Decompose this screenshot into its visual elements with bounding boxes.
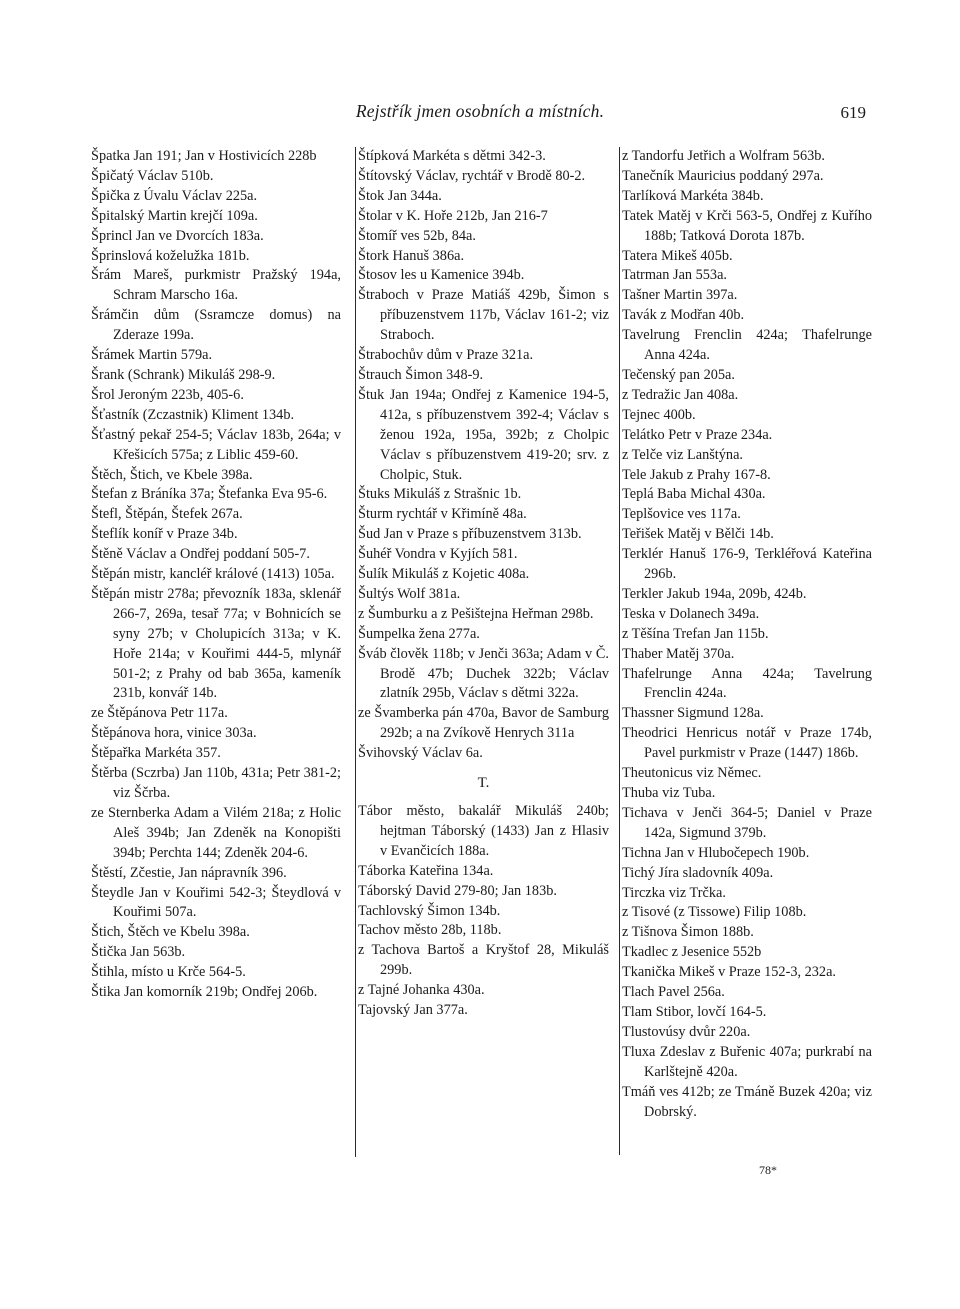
index-entry: Tlustovúsy dvůr 220a. [622, 1023, 751, 1040]
index-entry: Theutonicus viz Němec. [622, 765, 762, 782]
index-entry: Tichna Jan v Hlubočepech 190b. [622, 844, 810, 861]
index-entry: Štika Jan komorník 219b; Ondřej 206b. [91, 984, 318, 1001]
index-entry: Šturm rychtář v Křimíně 48a. [358, 506, 527, 523]
index-entry: Thaber Matěj 370a. [622, 645, 735, 662]
index-entry: Teřišek Matěj v Bělči 14b. [622, 526, 774, 543]
section-letter: T. [477, 775, 490, 792]
index-entry: Tašner Martin 397a. [622, 287, 738, 304]
index-entry: Šteydle Jan v Kouřimi 542-3; Šteydlová v Kouřimi 507a. [91, 884, 341, 921]
index-entry: Šťastník (Zczastnik) Kliment 134b. [91, 406, 295, 423]
index-entry: Tatek Matěj v Krči 563-5, Ondřej z Kuřího 188b; Tatková Dorota 187b. [622, 207, 872, 244]
index-entry: ze Sternberka Adam a Vilém 218a; z Holic Aleš 394b; Jan Zdeněk na Konopišti 394b; Perchta 144; Zdeněk 204-6. [91, 804, 341, 861]
index-entry: Štrabochův dům v Praze 321a. [358, 347, 534, 364]
index-entry: Teska v Dolanech 349a. [622, 605, 760, 622]
index-entry: Telátko Petr v Praze 234a. [622, 426, 773, 443]
index-entry: Tanečník Mauricius poddaný 297a. [622, 167, 824, 184]
index-entry: Terklér Hanuš 176-9, Terkléřová Kateřina 296b. [622, 546, 872, 583]
index-entry: Štefl, Štěpán, Štefek 267a. [91, 506, 243, 523]
index-entry: Štípková Markéta s dětmi 342-3. [358, 148, 546, 164]
index-entry: Terkler Jakub 194a, 209b, 424b. [622, 585, 807, 602]
index-entry: Tichý Jíra sladovník 409a. [622, 864, 774, 881]
index-entry: Štrauch Šimon 348-9. [358, 366, 484, 383]
index-entry: Štork Hanuš 386a. [358, 247, 465, 264]
index-entry: Štěpán mistr 278a; převozník 183a, sklenář 266-7, 269a, tesař 77a; v Bohnicích se syny 27b; v Cholupicích 313a; v K. Hoře 214a; v Kouřimi 444-5, mlynář 501-2; z Prahy od bab 365a, kameník 231b, konvář 14b. [91, 585, 341, 702]
index-entry: Teplšovice ves 117a. [622, 506, 741, 523]
index-entry: z Tachova Bartoš a Kryštof 28, Mikuláš 299b. [358, 942, 609, 979]
index-entry: Štok Jan 344a. [358, 187, 442, 204]
index-entry: Theodrici Henricus notář v Praze 174b, Pavel purkmistr v Praze (1447) 186b. [622, 725, 872, 762]
index-entry: ze Štěpánova Petr 117a. [91, 705, 228, 722]
index-entry: Tkadlec z Jesenice 552b [622, 944, 762, 961]
index-entry: Štěstí, Zčestie, Jan nápravník 396. [91, 864, 287, 881]
index-entry: Thuba viz Tuba. [622, 785, 716, 801]
index-entry: Špitalský Martin krejčí 109a. [91, 207, 258, 224]
index-entry: Štomíř ves 52b, 84a. [358, 227, 476, 244]
index-entry: z Těšína Trefan Jan 115b. [622, 625, 769, 642]
index-entry: Špička z Úvalu Václav 225a. [91, 187, 258, 204]
index-entry: Štich, Štěch ve Kbelu 398a. [91, 924, 250, 941]
index-entry: Šteflík koníř v Praze 34b. [91, 526, 238, 543]
index-entry: Šumpelka žena 277a. [358, 625, 480, 642]
index-entry: Štička Jan 563b. [91, 944, 186, 961]
index-entry: Štefan z Bráníka 37a; Štefanka Eva 95-6. [91, 486, 328, 503]
index-entry: Štěpařka Markéta 357. [91, 745, 221, 762]
index-entry: Tajovský Jan 377a. [358, 1002, 468, 1019]
index-entry: z Telče viz Lanštýna. [622, 446, 743, 463]
index-entry: Tatrman Jan 553a. [622, 267, 727, 284]
index-entry: Štraboch v Praze Matiáš 429b, Šimon s příbuzenstvem 117b, Václav 161-2; viz Straboch. [358, 287, 609, 344]
index-entry: Švihovský Václav 6a. [358, 745, 483, 762]
index-entry: Štuks Mikuláš z Strašnic 1b. [358, 486, 522, 503]
index-entry: Tečenský pan 205a. [622, 366, 735, 383]
index-entry: Štítovský Václav, rychtář v Brodě 80-2. [358, 167, 586, 184]
index-entry: Šrol Jeroným 223b, 405-6. [91, 386, 244, 403]
index-entry: Štuk Jan 194a; Ondřej z Kamenice 194-5, 412a, s příbuzenstvem 392-4; Václav s ženou 192a, 195a, 392b; z Cholpic Václav s příbuzenstvem 419-20; srv. z Cholpic, Stuk. [358, 386, 609, 483]
printer-signature: 78* [759, 1163, 777, 1177]
index-entry: Tlach Pavel 256a. [622, 984, 725, 1001]
index-entry: Táborka Kateřina 134a. [358, 862, 494, 879]
index-entry: Štěch, Štich, ve Kbele 398a. [91, 466, 253, 483]
index-entry: Tejnec 400b. [622, 406, 696, 423]
index-entry: ze Švamberka pán 470a, Bavor de Samburg 292b; a na Zvíkově Henrych 311a [358, 705, 609, 742]
index-entry: Špičatý Václav 510b. [91, 167, 214, 184]
index-entry: Thassner Sigmund 128a. [622, 705, 764, 722]
index-entry: Tichava v Jenči 364-5; Daniel v Praze 142a, Sigmund 379b. [622, 804, 872, 841]
index-entry: Špatka Jan 191; Jan v Hostivicích 228b [91, 148, 317, 164]
index-entry: Táborský David 279-80; Jan 183b. [358, 882, 557, 899]
index-entry: Tábor město, bakalář Mikuláš 240b; hejtman Táborský (1433) Jan z Hlasiv v Evančicích 188a. [358, 803, 609, 859]
index-entry: z Tedražic Jan 408a. [622, 386, 739, 403]
index-entry: Šud Jan v Praze s příbuzenstvem 313b. [358, 526, 582, 543]
index-column-3 [619, 147, 872, 1155]
index-entry: Štěpán mistr, kancléř králové (1413) 105a. [91, 566, 335, 583]
page-number: 619 [840, 103, 866, 122]
index-entry: Šrámek Martin 579a. [91, 347, 213, 364]
index-entry: Štěrba (Sczrba) Jan 110b, 431a; Petr 381-2; viz Ščrba. [91, 765, 341, 801]
index-entry: Štosov les u Kamenice 394b. [358, 267, 525, 284]
index-entry: Šrámčin dům (Ssramcze domus) na Zderaze 199a. [91, 307, 341, 344]
index-entry: Šrám Mareš, purkmistr Pražský 194a, Schram Marscho 16a. [91, 267, 341, 304]
index-entry: Šváb člověk 118b; v Jenči 363a; Adam v Č. Brodě 47b; Duchek 322b; Václav zlatník 295b, Václav s dětmi 322a. [358, 645, 609, 702]
index-entry: Tirczka viz Trčka. [622, 884, 726, 901]
index-entry: z Tandorfu Jetřich a Wolfram 563b. [622, 148, 825, 164]
index-entry: Štolar v K. Hoře 212b, Jan 216-7 [358, 207, 548, 224]
index-entry: Šťastný pekař 254-5; Václav 183b, 264a; v Křešicích 575a; z Liblic 459-60. [91, 426, 341, 463]
index-entry: Tele Jakub z Prahy 167-8. [622, 466, 771, 483]
index-entry: Tavelrung Frenclin 424a; Thafelrunge Anna 424a. [622, 327, 872, 364]
running-head: Rejstřík jmen osobních a místních. [355, 101, 605, 121]
index-entry: Šrank (Schrank) Mikuláš 298-9. [91, 366, 276, 383]
index-entry: z Tišnova Šimon 188b. [622, 924, 754, 941]
index-entry: Tachlovský Šimon 134b. [358, 902, 501, 919]
index-entry: Thafelrunge Anna 424a; Tavelrung Frenclin 424a. [622, 665, 872, 702]
index-entry: Tachov město 28b, 118b. [358, 922, 502, 939]
index-entry: Štěně Václav a Ondřej poddaní 505-7. [91, 546, 310, 563]
index-entry: z Tajné Johanka 430a. [358, 982, 485, 999]
index-entry: Šprincl Jan ve Dvorcích 183a. [91, 227, 264, 244]
index-entry: Tkanička Mikeš v Praze 152-3, 232a. [622, 964, 836, 981]
index-entry: Tavák z Modřan 40b. [622, 307, 745, 324]
index-entry: Šultýs Wolf 381a. [358, 585, 461, 602]
index-entry: z Tisové (z Tissowe) Filip 108b. [622, 904, 807, 921]
index-entry: Tlam Stibor, lovčí 164-5. [622, 1003, 767, 1020]
index-entry: Tatera Mikeš 405b. [622, 247, 733, 264]
index-entry: Šuhéř Vondra v Kyjích 581. [358, 546, 518, 563]
index-entry: z Šumburku a z Pešištejna Heřman 298b. [358, 605, 594, 622]
index-entry: Šulík Mikuláš z Kojetic 408a. [358, 566, 530, 583]
index-entry: Tluxa Zdeslav z Buřenic 407a; purkrabí na Karlštejně 420a. [622, 1043, 872, 1080]
index-entry: Teplá Baba Michal 430a. [622, 486, 766, 503]
index-entry: Tarlíková Markéta 384b. [622, 187, 764, 204]
index-entry: Štihla, místo u Krče 564-5. [91, 964, 246, 981]
index-entry: Tmáň ves 412b; ze Tmáně Buzek 420a; viz Dobrský. [622, 1083, 872, 1120]
index-column-1 [91, 147, 341, 1003]
index-column-2 [355, 147, 609, 1157]
index-entry: Šprinslová koželužka 181b. [91, 247, 250, 264]
index-entry: Štěpánova hora, vinice 303a. [91, 725, 257, 742]
